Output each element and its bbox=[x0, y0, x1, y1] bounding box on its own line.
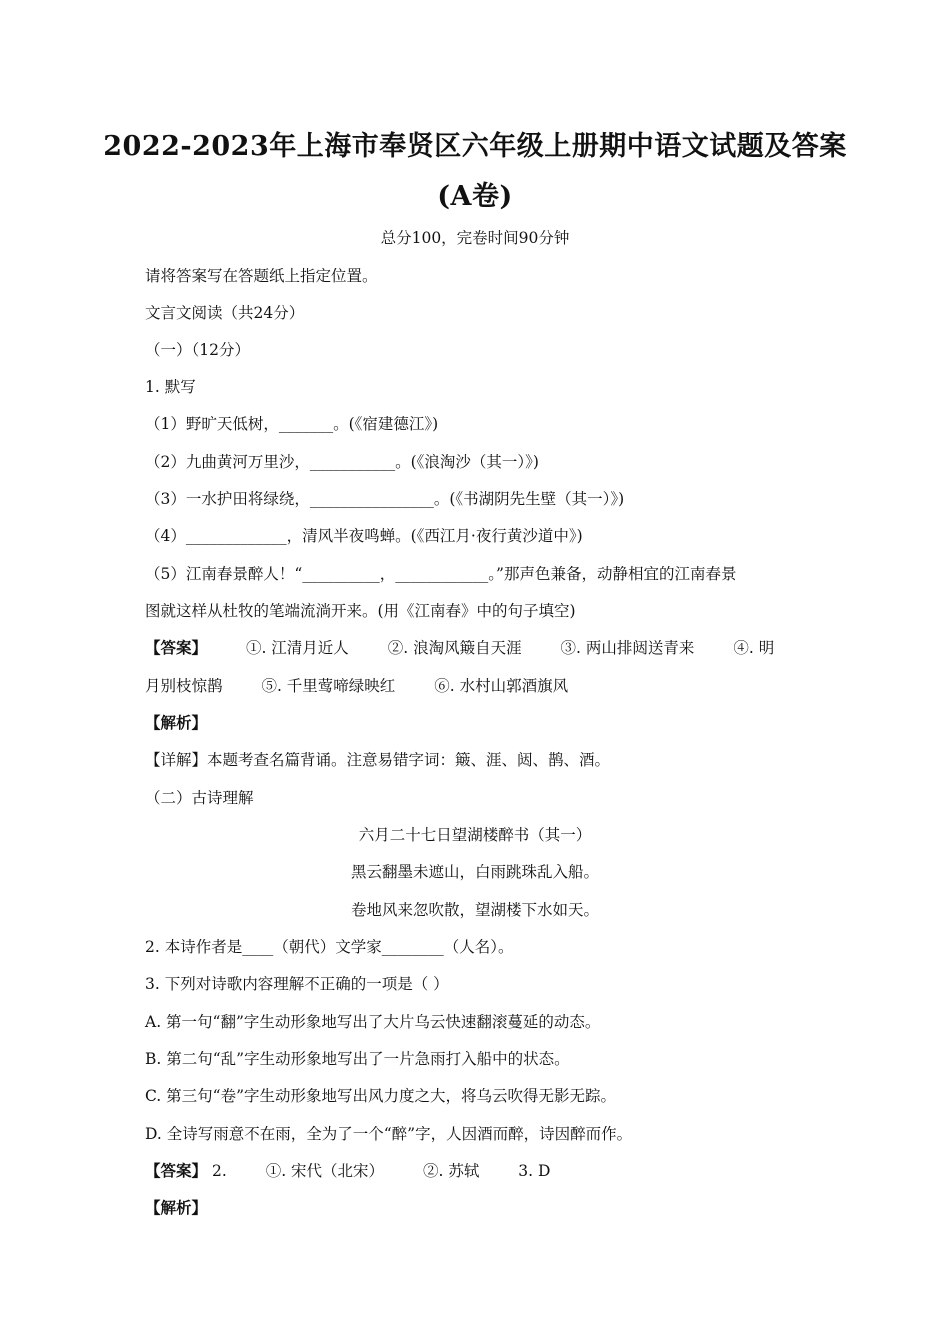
q1-item: （1）野旷天低树，_______。(《宿建德江》) bbox=[145, 415, 439, 433]
answer-item: ③. 两山排闼送青来 bbox=[560, 639, 695, 657]
answer-label: 【答案】 bbox=[145, 1161, 208, 1180]
document-title: 2022-2023年上海市奉贤区六年级上册期中语文试题及答案 bbox=[103, 131, 847, 162]
question-1: 1. 默写 bbox=[145, 378, 196, 396]
poem-line: 黑云翻墨未遮山，白雨跳珠乱入船。 bbox=[350, 863, 599, 881]
section-heading: 文言文阅读（共24分） bbox=[145, 304, 305, 322]
answer-item: 月别枝惊鹊 bbox=[145, 677, 223, 695]
instruction: 请将答案写在答题纸上指定位置。 bbox=[145, 267, 378, 285]
answer-label: 【答案】 bbox=[145, 638, 208, 657]
answer-item: ①. 江清月近人 bbox=[245, 639, 349, 657]
q1-item: （5）江南春景醉人！“__________，____________。”那声色兼备，动静相宜的江南春景 bbox=[145, 565, 737, 583]
answer-item: ②. 苏轼 bbox=[422, 1162, 480, 1180]
question-2: 2. 本诗作者是____（朝代）文学家________（人名）。 bbox=[145, 938, 514, 956]
answer-item: ①. 宋代（北宋） bbox=[265, 1162, 385, 1180]
q1-item: （3）一水护田将绿绕，________________。(《书湖阴先生壁（其一）》) bbox=[145, 490, 625, 508]
answer-item: ④. 明 bbox=[733, 639, 775, 657]
poem-line: 卷地风来忽吹散，望湖楼下水如天。 bbox=[350, 901, 599, 919]
exam-info: 总分100，完卷时间90分钟 bbox=[380, 229, 570, 247]
option-c: C. 第三句“卷”字生动形象地写出风力度之大，将乌云吹得无影无踪。 bbox=[145, 1087, 617, 1105]
part-heading: （一）（12分） bbox=[145, 341, 250, 359]
analysis-label: 【解析】 bbox=[145, 1198, 208, 1217]
document-title-subline: (A卷) bbox=[437, 181, 513, 212]
answer-item: 3. D bbox=[518, 1162, 551, 1180]
answer-row bbox=[145, 1159, 815, 1181]
q1-item: （4）_____________，清风半夜鸣蝉。(《西江月·夜行黄沙道中》) bbox=[145, 527, 583, 545]
detail-text: 【详解】本题考查名篇背诵。注意易错字词：簸、涯、闼、鹊、酒。 bbox=[145, 751, 611, 769]
option-d: D. 全诗写雨意不在雨，全为了一个“醉”字，人因酒而醉，诗因醉而作。 bbox=[145, 1125, 633, 1143]
option-a: A. 第一句“翻”字生动形象地写出了大片乌云快速翻滚蔓延的动态。 bbox=[145, 1013, 601, 1031]
question-3: 3. 下列对诗歌内容理解不正确的一项是（ ） bbox=[145, 975, 449, 993]
answer-row bbox=[145, 636, 815, 658]
part-heading: （二）古诗理解 bbox=[145, 789, 254, 807]
answer-item: ⑥. 水村山郭酒旗风 bbox=[434, 677, 569, 695]
answer-row bbox=[145, 674, 815, 696]
q1-item: 图就这样从杜牧的笔端流淌开来。(用《江南春》中的句子填空) bbox=[145, 602, 576, 620]
answer-num: 2. bbox=[211, 1162, 227, 1180]
analysis-label: 【解析】 bbox=[145, 713, 208, 732]
option-b: B. 第二句“乱”字生动形象地写出了一片急雨打入船中的状态。 bbox=[145, 1050, 570, 1068]
answer-item: ②. 浪淘风簸自天涯 bbox=[387, 639, 522, 657]
q1-item: （2）九曲黄河万里沙，___________。(《浪淘沙（其一）》) bbox=[145, 453, 539, 471]
answer-item: ⑤. 千里莺啼绿映红 bbox=[261, 677, 396, 695]
poem-title: 六月二十七日望湖楼醉书（其一） bbox=[358, 826, 592, 844]
